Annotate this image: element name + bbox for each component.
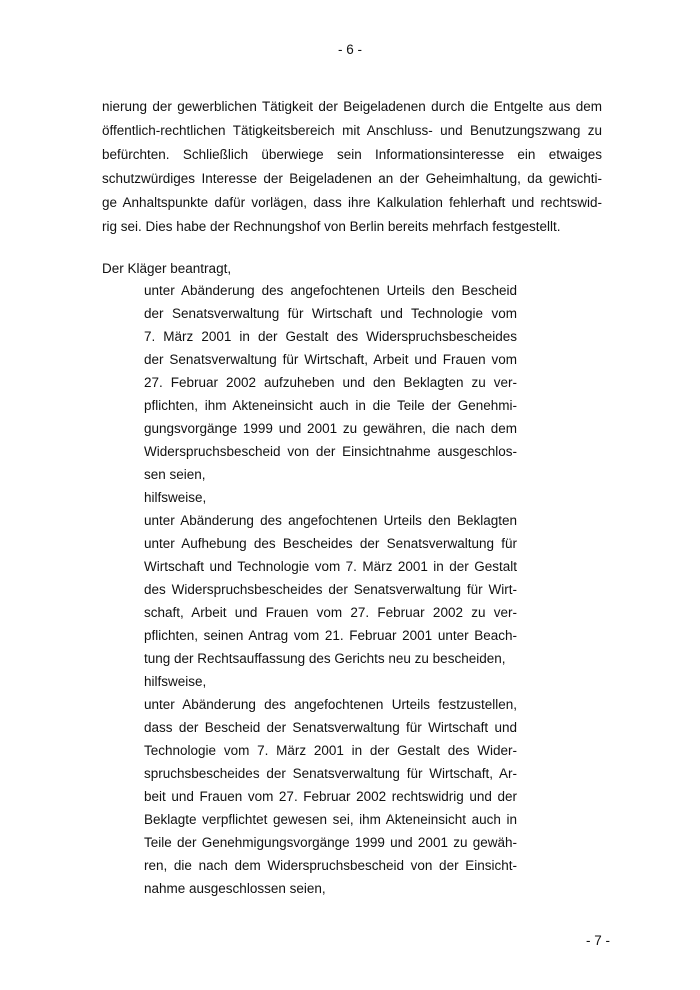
motion-line: pflichten, seinen Antrag vom 21. Februar 2001 unter Beach-	[144, 628, 517, 643]
motion-line: Beklagte verpflichtet gewesen sei, ihm Akteneinsicht auch in	[144, 812, 517, 827]
motion-line: Wirtschaft und Technologie vom 7. März 2001 in der Gestalt	[144, 559, 517, 574]
motion-line-alternative: hilfsweise,	[144, 490, 207, 505]
paragraph-line: befürchten. Schließlich überwiege sein Informationsinteresse ein etwaiges	[102, 147, 602, 162]
motion-line: Teile der Genehmigungsvorgänge 1999 und 2001 zu gewäh-	[144, 835, 517, 850]
motion-line: ren, die nach dem Widerspruchsbescheid von der Einsicht-	[144, 858, 517, 873]
page-number-top: - 6 -	[337, 42, 362, 57]
paragraph-line: rig sei. Dies habe der Rechnungshof von Berlin bereits mehrfach festgestellt.	[102, 219, 561, 234]
motion-line: unter Abänderung des angefochtenen Urteils den Beklagten	[144, 513, 517, 528]
motion-line: spruchsbescheides der Senatsverwaltung für Wirtschaft, Ar-	[144, 766, 517, 781]
motion-line: dass der Bescheid der Senatsverwaltung für Wirtschaft und	[144, 720, 517, 735]
motion-line: des Widerspruchsbescheides der Senatsverwaltung für Wirt-	[144, 582, 517, 597]
next-page-marker: - 7 -	[585, 933, 610, 948]
motion-line: tung der Rechtsauffassung des Gerichts neu zu bescheiden,	[144, 651, 506, 666]
motion-line: nahme ausgeschlossen seien,	[144, 881, 326, 896]
motion-line: 7. März 2001 in der Gestalt des Widerspruchsbescheides	[144, 329, 517, 344]
motion-line: der Senatsverwaltung für Wirtschaft, Arbeit und Frauen vom	[144, 352, 517, 367]
motion-line: der Senatsverwaltung für Wirtschaft und Technologie vom	[144, 306, 517, 321]
motion-line: unter Abänderung des angefochtenen Urteils den Bescheid	[144, 283, 517, 298]
motion-line: gungsvorgänge 1999 und 2001 zu gewähren, die nach dem	[144, 421, 517, 436]
paragraph-line: ge Anhaltspunkte dafür vorlägen, dass ihre Kalkulation fehlerhaft und rechtswid-	[102, 195, 602, 210]
motion-line: sen seien,	[144, 467, 206, 482]
motion-line-alternative: hilfsweise,	[144, 674, 207, 689]
motion-line: unter Abänderung des angefochtenen Urteils festzustellen,	[144, 697, 517, 712]
paragraph-line: öffentlich-rechtlichen Tätigkeitsbereich mit Anschluss- und Benutzungszwang zu	[102, 123, 602, 138]
paragraph-line: schutzwürdiges Interesse der Beigeladenen an der Geheimhaltung, da gewichti-	[102, 171, 602, 186]
motion-line: Technologie vom 7. März 2001 in der Gestalt des Wider-	[144, 743, 517, 758]
paragraph-line: nierung der gewerblichen Tätigkeit der Beigeladenen durch die Entgelte aus dem	[102, 99, 602, 114]
motion-line: Widerspruchsbescheid von der Einsichtnahme ausgeschlos-	[144, 444, 517, 459]
motion-line: 27. Februar 2002 aufzuheben und den Beklagten zu ver-	[144, 375, 517, 390]
motion-line: beit und Frauen vom 27. Februar 2002 rechtswidrig und der	[144, 789, 517, 804]
motion-line: schaft, Arbeit und Frauen vom 27. Februar 2002 zu ver-	[144, 605, 517, 620]
motion-line: pflichten, ihm Akteneinsicht auch in die Teile der Genehmi-	[144, 398, 517, 413]
motion-line: unter Aufhebung des Bescheides der Senatsverwaltung für	[144, 536, 517, 551]
motion-intro: Der Kläger beantragt,	[102, 261, 232, 276]
